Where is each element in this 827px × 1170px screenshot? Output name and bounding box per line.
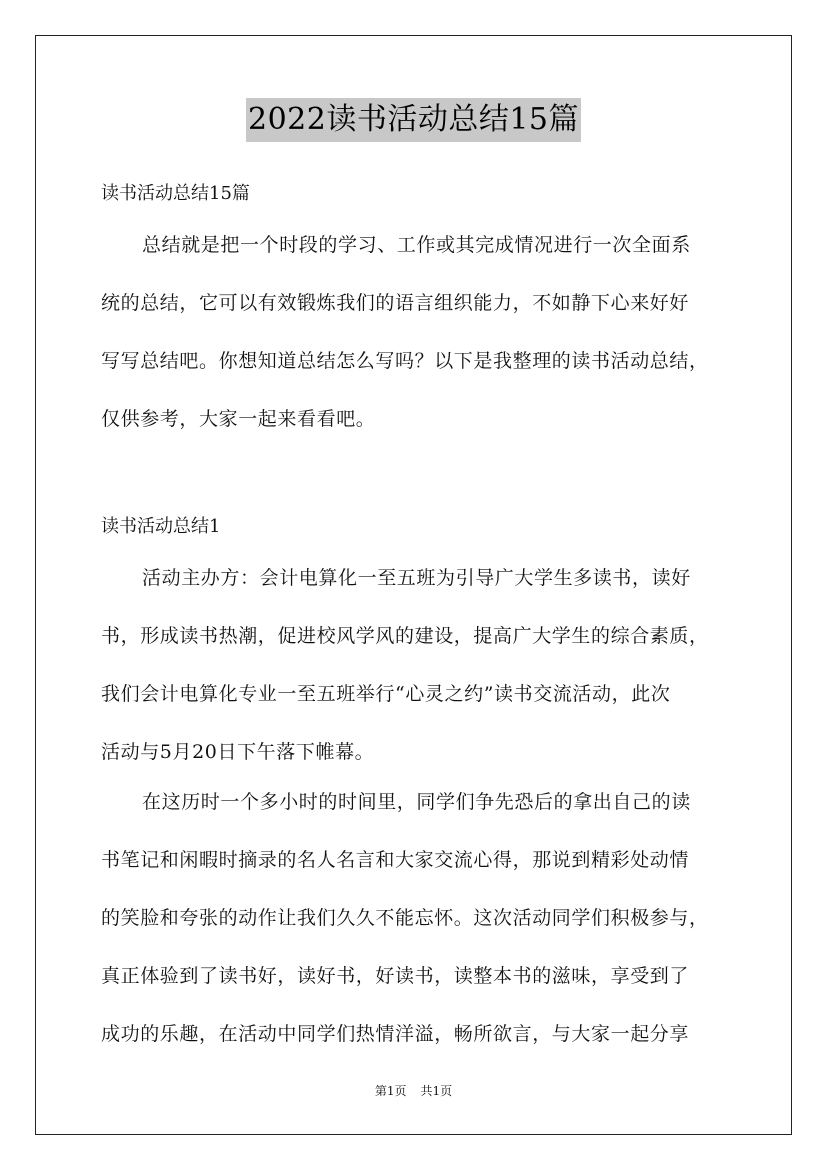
paragraph-line: 仅供参考，大家一起来看看吧。 bbox=[101, 408, 376, 430]
section1-paragraph-2 bbox=[101, 785, 741, 1051]
document-title: 2022读书活动总结15篇 bbox=[246, 98, 581, 142]
paragraph-line: 总结就是把一个时段的学习、工作或其完成情况进行一次全面系 bbox=[142, 234, 691, 256]
paragraph-line: 的笑脸和夸张的动作让我们久久不能忘怀。这次活动同学们积极参与， bbox=[101, 907, 709, 929]
paragraph-line: 在这历时一个多小时的时间里，同学们争先恐后的拿出自己的读 bbox=[142, 791, 691, 813]
page-total: 共1页 bbox=[420, 1084, 453, 1098]
intro-paragraph bbox=[101, 228, 741, 436]
document-subtitle: 读书活动总结15篇 bbox=[101, 183, 250, 204]
paragraph-line: 统的总结，它可以有效锻炼我们的语言组织能力，不如静下心来好好 bbox=[101, 292, 690, 314]
paragraph-line: 写写总结吧。你想知道总结怎么写吗？以下是我整理的读书活动总结， bbox=[101, 350, 709, 372]
paragraph-line: 我们会计电算化专业一至五班举行“心灵之约”读书交流活动，此次 bbox=[101, 683, 671, 705]
title-wrap bbox=[0, 98, 827, 142]
section-spacer bbox=[101, 452, 741, 510]
page-number: 第1页 bbox=[374, 1084, 407, 1098]
page-footer bbox=[0, 1082, 827, 1100]
paragraph-line: 活动主办方：会计电算化一至五班为引导广大学生多读书，读好 bbox=[142, 567, 691, 589]
paragraph-line: 成功的乐趣，在活动中同学们热情洋溢，畅所欲言，与大家一起分享 bbox=[101, 1023, 690, 1045]
paragraph-line: 活动与5月20日下午落下帷幕。 bbox=[101, 741, 375, 763]
section1-paragraph-1 bbox=[101, 561, 741, 769]
paragraph-line: 书笔记和闲暇时摘录的名人名言和大家交流心得，那说到精彩处动情 bbox=[101, 849, 690, 871]
paragraph-line: 真正体验到了读书好，读好书，好读书，读整本书的滋味，享受到了 bbox=[101, 965, 690, 987]
section-heading: 读书活动总结1 bbox=[101, 516, 221, 537]
document-body bbox=[101, 177, 741, 1067]
paragraph-line: 书，形成读书热潮，促进校风学风的建设，提高广大学生的综合素质， bbox=[101, 625, 709, 647]
